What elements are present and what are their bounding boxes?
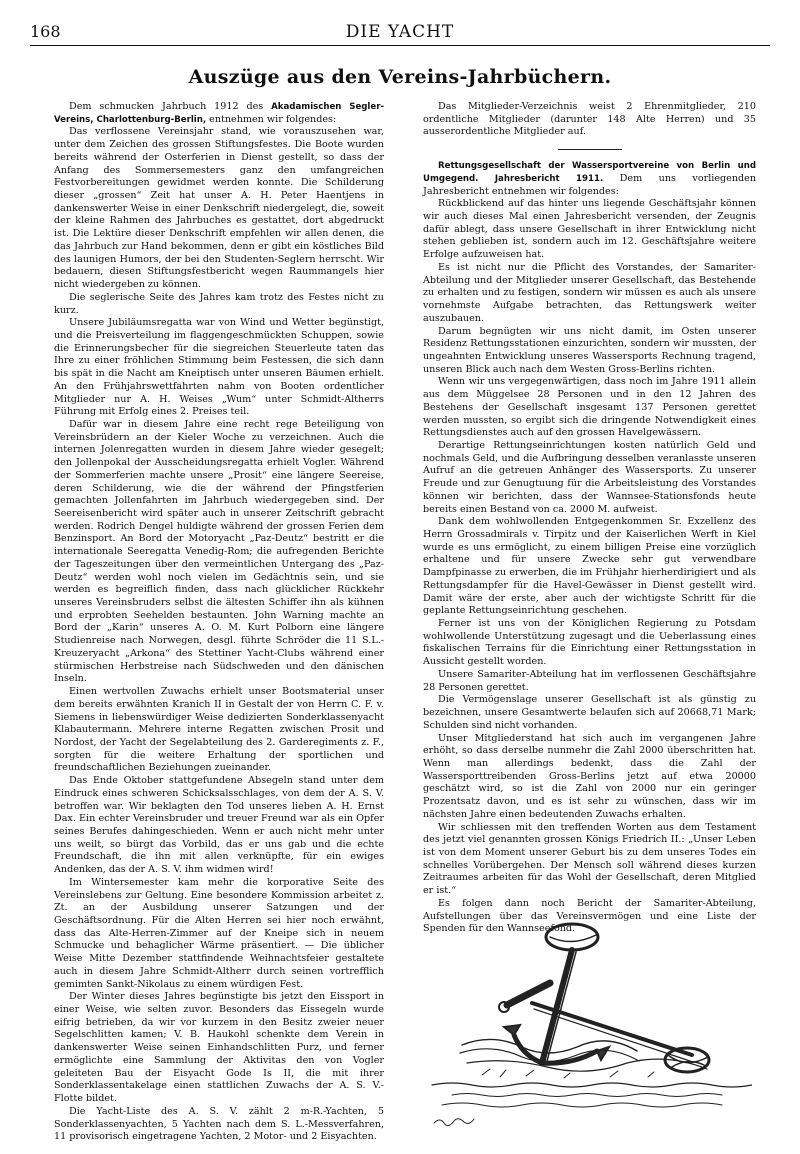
section-heading: Rettungsgesellschaft der Wassersportvereine von Berlin und Umgegend. Jahresbericht 1911. — [423, 161, 756, 184]
paragraph: Es folgen dann noch Bericht der Samariter-Abteilung, Aufstellungen über das Vereinsvermögen und eine Liste der Spenden für den Wannseefond. — [423, 897, 756, 935]
page-number: 168 — [30, 22, 61, 41]
paragraph: Der Winter dieses Jahres begünstigte bis jetzt den Eissport in einer Weise, wie selten zuvor. Besonders das Eissegeln wurde eifrig betrieben, da wir vor kurzem in den Besitz zweier neuer Segelschlitten kamen; V. B. Haukohl schenkte dem Verein in dankenswerter Weise seinen Einhandschlitten Purz, und ferner ermöglichte eine Sammlung der Aktivitas den von Vogler geleiteten Bau der Eisyacht Gode Is II, die mit ihrer Sonderklassentakelage einen stattlichen Zuwachs der A. S. V.-Flotte bildet. — [54, 991, 384, 1105]
paragraph: Darum begnügten wir uns nicht damit, im Osten unserer Residenz Rettungsstationen einzurichten, sondern wir mussten, der ungeahnten Entwicklung unseres Wassersports Rechnung tragend, unseren Blick auch nach dem Westen Gross-Berlins richten. — [423, 325, 756, 375]
page-header — [30, 22, 770, 46]
paragraph: Ferner ist uns von der Königlichen Regierung zu Potsdam wohlwollende Unterstützung zugesagt und die Ueberlassung eines fiskalischen Terrains für die Einrichtung einer Rettungsstation in Aussicht gestellt worden. — [423, 618, 756, 668]
paragraph: Derartige Rettungseinrichtungen kosten natürlich Geld und nochmals Geld, und die Aufbringung desselben veranlasste unseren Aufruf an die getreuen Anhänger des Wassersports. Zu unserer Freude und zur Genugtuung für die Arbeitsleistung des Vorstandes können wir berichten, dass der Wannsee-Stationsfonds heute bereits einen Bestand von ca. 2000 M. aufweist. — [423, 439, 756, 515]
members-paragraph: Das Mitglieder-Verzeichnis weist 2 Ehrenmitglieder, 210 ordentliche Mitglieder (darunter 148 Alte Herren) und 35 ausserordentliche Mitglieder auf. — [423, 101, 756, 138]
right-column — [423, 101, 756, 936]
section-intro: Dem uns vorliegenden Jahresbericht entnehmen wir folgendes: — [423, 172, 756, 197]
club-name: Akadamischen Segler-Vereins, Charlottenburg-Berlin, — [54, 102, 385, 125]
section-divider — [558, 149, 622, 150]
left-column — [54, 101, 384, 1144]
paragraph: Es ist nicht nur die Pflicht des Vorstandes, der Samariter-Abteilung und der Mitglieder unserer Gesellschaft, das Bestehende zu erhalten und zu festigen, sondern wir müssen es auch als unsere vornehmste Aufgabe betrachten, das Rettungswerk weiter auszubauen. — [423, 261, 756, 324]
paragraph: Wir schliessen mit den treffenden Worten aus dem Testament des jetzt viel genannten grossen Königs Friedrich II.: „Unser Leben ist von dem Moment unserer Geburt bis zu dem unseres Todes ein schnelles Vorübergehen. Der Mensch soll während dieses kurzen Zeitraumes arbeiten für das Wohl der Gesellschaft, deren Mitglied er ist.“ — [423, 821, 756, 897]
journal-title: DIE YACHT — [345, 22, 455, 42]
intro-text: Dem schmucken Jahrbuch 1912 des — [69, 101, 272, 112]
paragraph: Rückblickend auf das hinter uns liegende Geschäftsjahr können wir auch dieses Mal einen Jahresbericht versenden, der Zeugnis dafür ablegt, dass unsere Gesellschaft in ihrer Entwicklung nicht stehen geblieben ist, sondern auch im 12. Geschäftsjahre weitere Erfolge aufzuweisen hat. — [423, 198, 756, 261]
paragraph: Unsere Jubiläumsregatta war von Wind und Wetter begünstigt, und die Preisverteilung im flaggengeschmückten Schuppen, sowie die Erinnerungsbecher für die siegreichen Steuerleute taten das Ihre zu einer fröhlichen Stimmung beim Festessen, die sich dann bis spät in die Nacht am Kneiptisch unter unseren Bäumen erhielt. An den Frühjahrswettfahrten nahm von Booten ordentlicher Mitglieder nur A. H. Weises „Wum“ unter Schmidt-Altherrs Führung mit Erfolg eines 2. Preises teil. — [54, 317, 384, 418]
section-intro-paragraph — [423, 160, 756, 198]
intro-paragraph — [54, 101, 384, 126]
paragraph: Wenn wir uns vergegenwärtigen, dass noch im Jahre 1911 allein aus dem Müggelsee 28 Personen und in den 12 Jahren des Bestehens der Gesellschaft insgesamt 137 Personen gerettet werden mussten, so ergibt sich die dringende Notwendigkeit eines Rettungsdienstes auch auf den grossen Havelgewässern. — [423, 376, 756, 439]
paragraph: Unsere Samariter-Abteilung hat im verflossenen Geschäftsjahre 28 Personen gerettet. — [423, 668, 756, 693]
paragraph: Im Wintersemester kam mehr die korporative Seite des Vereinslebens zur Geltung. Eine besondere Kommission arbeitet z. Zt. an der Ausbildung unserer Satzungen und der Geschäftsordnung. Für die Alten Herren sei hier noch erwähnt, dass das Alte-Herren-Zimmer auf der Kneipe sich in neuem Schmucke und behaglicher Wärme präsentiert. — Die üblicher Weise Mitte Dezember stattfindende Weihnachtsfeier gestaltete auch in diesem Jahre Schmidt-Altherr durch seinen vortrefflich gemimten Sankt-Nikolaus zu einem würdigen Fest. — [54, 876, 384, 990]
intro-text-end: entnehmen wir folgendes: — [206, 113, 337, 125]
paragraph: Die seglerische Seite des Jahres kam trotz des Festes nicht zu kurz. — [54, 291, 384, 316]
paragraph: Dafür war in diesem Jahre eine recht rege Beteiligung von Vereinsbrüdern an der Kieler Woche zu verzeichnen. Auch die internen Jolenregatten wurden in diesem Jahre wieder gesegelt; den Jollenpokal der Ausscheidungsregatta erhielt Vogler. Während der Sommerferien machte unsere „Prosit“ eine längere Seereise, deren Schilderung, wie die der während der Pfingstferien gemachten Jollenfahrten im Jahrbuch wiedergegeben sind. Der Seereisenbericht wird später auch in unserer Zeitschrift gebracht werden. Rodrich Dengel huldigte während der grossen Ferien dem Benzinsport. An Bord der Motoryacht „Paz-Deutz“ bestritt er die internationale Seeregatta Venedig-Rom; die aufregenden Berichte der Tageszeitungen über den vermeintlichen Untergang des „Paz-Deutz“ werden wohl noch vielen im Gedächtnis sein, und sie werden es begreiflich finden, dass nach glücklicher Rückkehr unseres Vereinsbruders selbst die ältesten Schiffer ihn als kühnen und erprobten Seehelden bestaunten. John Warning machte an Bord der „Karin“ unseres A. O. M. Kurt Polborn eine längere Studienreise nach Norwegen, desgl. führte Schröder die 11 S.L.-Kreuzeryacht „Arkona“ des Stettiner Yacht-Clubs während einer stürmischen Herbstreise nach Südschweden und den dänischen Inseln. — [54, 418, 384, 685]
paragraph: Das verflossene Vereinsjahr stand, wie vorauszusehen war, unter dem Zeichen des grossen Stiftungsfestes. Die Boote wurden bereits während der Osterferien in Dienst gestellt, so dass der Anfang des Sommersemesters ganz den umfangreichen Festvorbereitungen gewidmet werden konnte. Die Schilderung dieser „grossen“ Zeit hat unser A. H. Peter Haentjens in dankenswerter Weise in einer Denkschrift niedergelegt, die, soweit der kleine Rahmen des Jahrbuches es gestattet, dort abgedruckt ist. Die Lektüre dieser Denkschrift empfehlen wir allen denen, die das Jahrbuch zur Hand bekommen, denn er gibt ein köstliches Bild des launigen Humors, der bei den Studenten-Seglern herrscht. Wir bedauern, diesen Stiftungsfestbericht wegen Raummangels hier nicht wiedergeben zu können. — [54, 126, 384, 291]
header-rule — [30, 45, 770, 46]
paragraph: Einen wertvollen Zuwachs erhielt unser Bootsmaterial unser dem bereits erwähnten Kranich II in Gestalt der von Herrn C. F. v. Siemens in liebenswürdiger Weise dedizierten Sonderklassenyacht Klabautermann. Mehrere interne Regatten zwischen Prosit und Nordost, der Yacht der Segelabteilung des 2. Garderegiments z. F., sorgten für die weitere Erhaltung der sportlichen und freundschaftlichen Beziehungen zueinander. — [54, 686, 384, 774]
anchor-sketch-icon — [422, 895, 752, 1135]
paragraph: Das Ende Oktober stattgefundene Absegeln stand unter dem Eindruck eines schweren Schicksalsschlages, von dem der A. S. V. betroffen war. Wir beklagten den Tod unseres lieben A. H. Ernst Dax. Ein echter Vereinsbruder und treuer Freund war als ein Opfer seines Berufes dahingeschieden. Wenn er auch nicht mehr unter uns weilt, so bürgt das Vorbild, das er uns gab und die echte Freundschaft, die ihn mit allen verknüpfte, für ein ewiges Andenken, das der A. S. V. ihm widmen wird! — [54, 775, 384, 876]
paragraph: Dank dem wohlwollenden Entgegenkommen Sr. Exzellenz des Herrn Grossadmirals v. Tirpitz und der Kaiserlichen Werft in Kiel wurde es uns ermöglicht, zu einem billigen Preise eine vorzüglich erhaltene und für unsere Zwecke sehr gut verwendbare Dampfpinasse zu erwerben, die im Frühjahr hierherdirigiert und als Rettungsdampfer für die Havel-Gewässer in Dienst gestellt wird. Damit wäre der erste, aber auch der wichtigste Schritt für die geplante Rettungseinrichtung geschehen. — [423, 516, 756, 617]
article-title: Auszüge aus den Vereins-Jahrbüchern. — [188, 66, 612, 88]
paragraph: Die Yacht-Liste des A. S. V. zählt 2 m-R.-Yachten, 5 Sonderklassenyachten, 5 Yachten nach dem S. L.-Messverfahren, 11 provisorisch eingetragene Yachten, 2 Motor- und 2 Eisyachten. — [54, 1105, 384, 1143]
paragraph: Unser Mitgliederstand hat sich auch im vergangenen Jahre erhöht, so dass derselbe nunmehr die Zahl 2000 überschritten hat. Wenn man allerdings bedenkt, dass die Zahl der Wassersporttreibenden Gross-Berlins jetzt auf etwa 20000 geschätzt wird, so ist die Zahl von 2000 nur ein geringer Prozentsatz davon, und es ist sehr zu wünschen, dass wir im nächsten Jahre einen bedeutenden Zuwachs erhalten. — [423, 732, 756, 820]
paragraph: Die Vermögenslage unserer Gesellschaft ist als günstig zu bezeichnen, unsere Gesamtwerte belaufen sich auf 20668,71 Mark; Schulden sind nicht vorhanden. — [423, 694, 756, 731]
anchor-illustration — [422, 895, 752, 1135]
